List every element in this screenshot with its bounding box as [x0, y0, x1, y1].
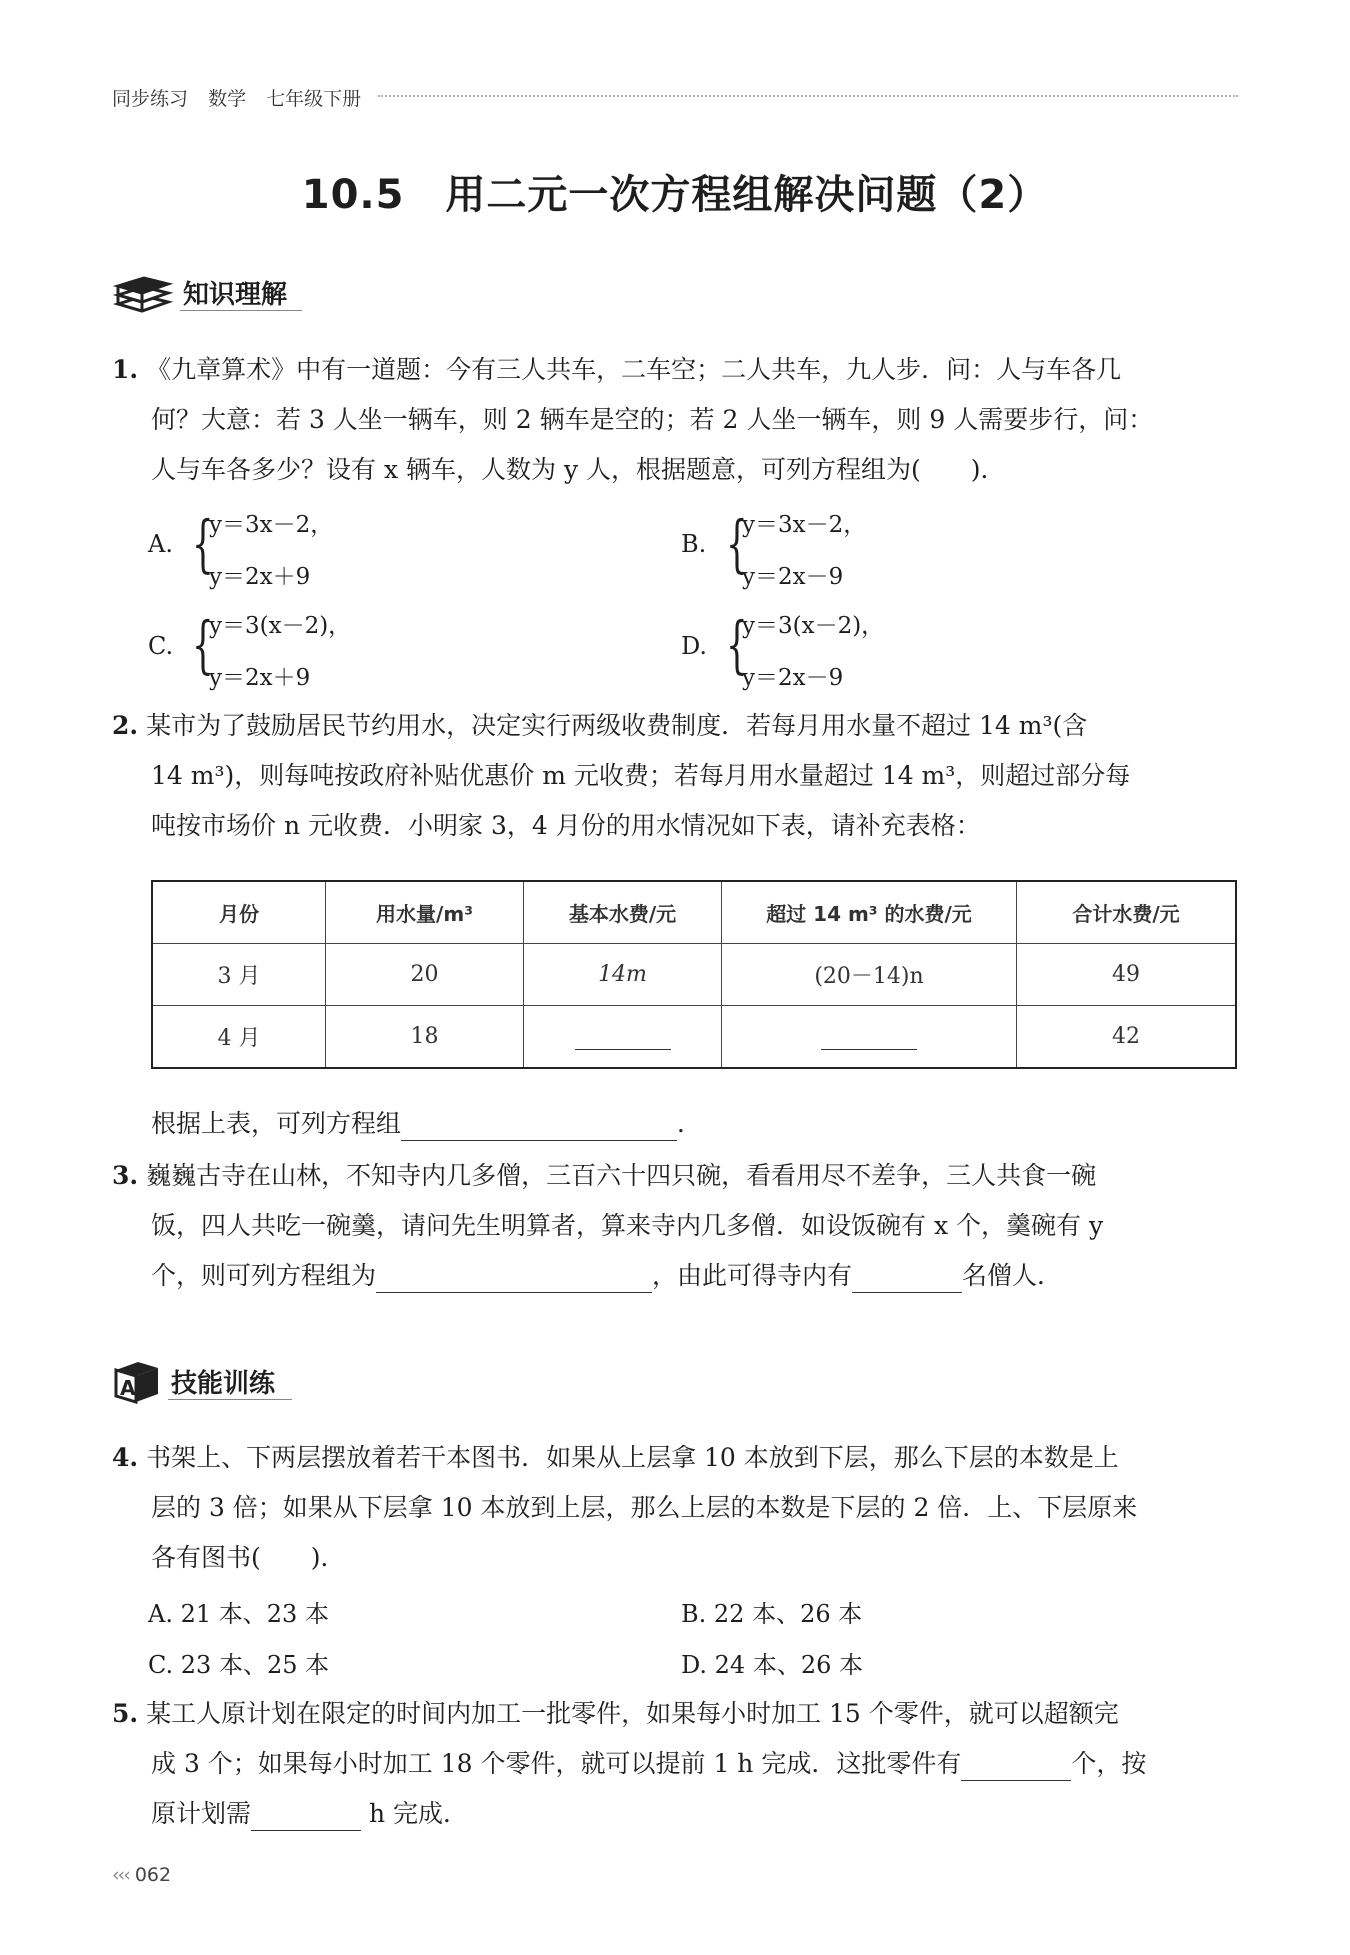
table-header-cell: 合计水费/元: [1017, 881, 1237, 944]
svg-text:A: A: [120, 1376, 136, 1400]
table-answer-cell[interactable]: [524, 1006, 722, 1069]
option-d-system: y＝3(x－2)， y＝2x－9: [742, 613, 885, 691]
option-d: D. 24 本、26 本: [681, 1651, 863, 1679]
answer-blank[interactable]: [376, 1266, 652, 1293]
answer-blank[interactable]: [575, 1023, 671, 1050]
question-number: 2.: [112, 711, 139, 740]
table-header-cell: 月份: [152, 881, 326, 944]
option-b: B. 22 本、26 本: [681, 1600, 863, 1628]
question-5-line-2: 成 3 个；如果每小时加工 18 个零件，就可以提前 1 h 完成．这批零件有 个，按: [151, 1747, 1146, 1781]
page-title: 10.5 用二元一次方程组解决问题（2）: [301, 172, 1049, 218]
table-cell: 42: [1017, 1006, 1237, 1069]
option-c-label: C.: [148, 632, 174, 660]
section-heading-knowledge: 知识理解: [183, 280, 288, 310]
question-2-line-1: 2. 某市为了鼓励居民节约用水，决定实行两级收费制度．若每月用水量不超过 14 m³(含: [112, 711, 1088, 740]
header-divider: [378, 95, 1238, 97]
table-header-cell: 超过 14 m³ 的水费/元: [722, 881, 1017, 944]
section-underline: [180, 310, 302, 311]
question-4-line-3: 各有图书( )．: [151, 1543, 346, 1572]
option-c: C. 23 本、25 本: [148, 1651, 330, 1679]
table-cell: 49: [1017, 944, 1237, 1006]
table-cell: 18: [326, 1006, 524, 1069]
answer-blank[interactable]: [821, 1023, 917, 1050]
brace-icon: {: [192, 608, 214, 681]
question-number: 1.: [112, 355, 139, 384]
question-2-line-2: 14 m³)，则每吨按政府补贴优惠价 m 元收费；若每月用水量超过 14 m³，则超过部分每: [151, 761, 1131, 790]
question-number: 5.: [112, 1699, 139, 1728]
water-fee-table: [151, 880, 1237, 1069]
option-b-system: y＝3x－2， y＝2x－9: [742, 512, 867, 590]
question-3-line-1: 3. 巍巍古寺在山林，不知寺内几多僧，三百六十四只碗，看看用尽不差争，三人共食一碗: [112, 1161, 1097, 1190]
table-header-cell: 用水量/m³: [326, 881, 524, 944]
question-2-line-3: 吨按市场价 n 元收费．小明家 3，4 月份的用水情况如下表，请补充表格：: [151, 811, 981, 840]
question-3-line-2: 饭，四人共吃一碗羹，请问先生明算者，算来寺内几多僧．如设饭碗有 x 个，羹碗有 y: [151, 1211, 1104, 1240]
option-d-label: D.: [681, 632, 708, 660]
question-4-line-1: 4. 书架上、下两层摆放着若干本图书．如果从上层拿 10 本放到下层，那么下层的本数是上: [112, 1443, 1119, 1472]
table-header-row: [152, 881, 1236, 944]
question-3-line-3: 个，则可列方程组为 ，由此可得寺内有 名僧人．: [151, 1259, 1062, 1293]
running-header: [112, 84, 375, 111]
question-number: 3.: [112, 1161, 139, 1190]
table-cell: 14m: [524, 944, 722, 1006]
table-answer-cell[interactable]: [722, 1006, 1017, 1069]
question-2-answer-line: 根据上表，可列方程组 ．: [151, 1107, 702, 1141]
option-a-system: y＝3x－2， y＝2x＋9: [209, 512, 334, 590]
question-number: 4.: [112, 1443, 139, 1472]
option-b-label: B.: [681, 530, 707, 558]
header-subject: 数学: [208, 88, 247, 110]
option-c-system: y＝3(x－2)， y＝2x＋9: [209, 613, 352, 691]
book-stack-icon: [112, 270, 174, 316]
page-number: 062: [134, 1864, 172, 1886]
table-row: [152, 944, 1236, 1006]
question-4-line-2: 层的 3 倍；如果从下层拿 10 本放到上层，那么上层的本数是下层的 2 倍．上、下层原来: [151, 1493, 1138, 1522]
question-1-line-2: 何？大意：若 3 人坐一辆车，则 2 辆车是空的；若 2 人坐一辆车，则 9 人需要步行，问：: [151, 405, 1154, 434]
letter-a-block-icon: [112, 1356, 162, 1404]
answer-blank[interactable]: [251, 1804, 361, 1831]
answer-blank[interactable]: [852, 1266, 962, 1293]
table-cell: (20－14)n: [722, 944, 1017, 1006]
question-5-line-3: 原计划需 h 完成．: [151, 1797, 468, 1831]
option-a: A. 21 本、23 本: [148, 1600, 329, 1628]
brace-icon: {: [726, 608, 748, 681]
table-cell: 20: [326, 944, 524, 1006]
answer-blank[interactable]: [401, 1114, 677, 1141]
answer-blank[interactable]: [961, 1754, 1071, 1781]
table-cell: 4 月: [152, 1006, 326, 1069]
page-footer: [112, 1864, 171, 1886]
table-row: [152, 1006, 1236, 1069]
question-1-line-3: 人与车各多少？设有 x 辆车，人数为 y 人，根据题意，可列方程组为( )．: [151, 455, 1006, 484]
brace-icon: {: [726, 507, 748, 580]
header-book: 同步练习: [112, 88, 189, 110]
table-cell: 3 月: [152, 944, 326, 1006]
option-a-label: A.: [148, 530, 173, 558]
brace-icon: {: [192, 507, 214, 580]
header-grade: 七年级下册: [266, 88, 362, 110]
section-heading-skills: 技能训练: [171, 1369, 276, 1399]
table-header-cell: 基本水费/元: [524, 881, 722, 944]
question-1-line-1: 1. 《九章算术》中有一道题：今有三人共车，二车空；二人共车，九人步．问：人与车各几: [112, 355, 1122, 384]
question-5-line-1: 5. 某工人原计划在限定的时间内加工一批零件，如果每小时加工 15 个零件，就可以超额完: [112, 1699, 1119, 1728]
section-underline: [168, 1399, 292, 1400]
chevron-left-triple-icon: ‹‹‹: [112, 1864, 129, 1886]
